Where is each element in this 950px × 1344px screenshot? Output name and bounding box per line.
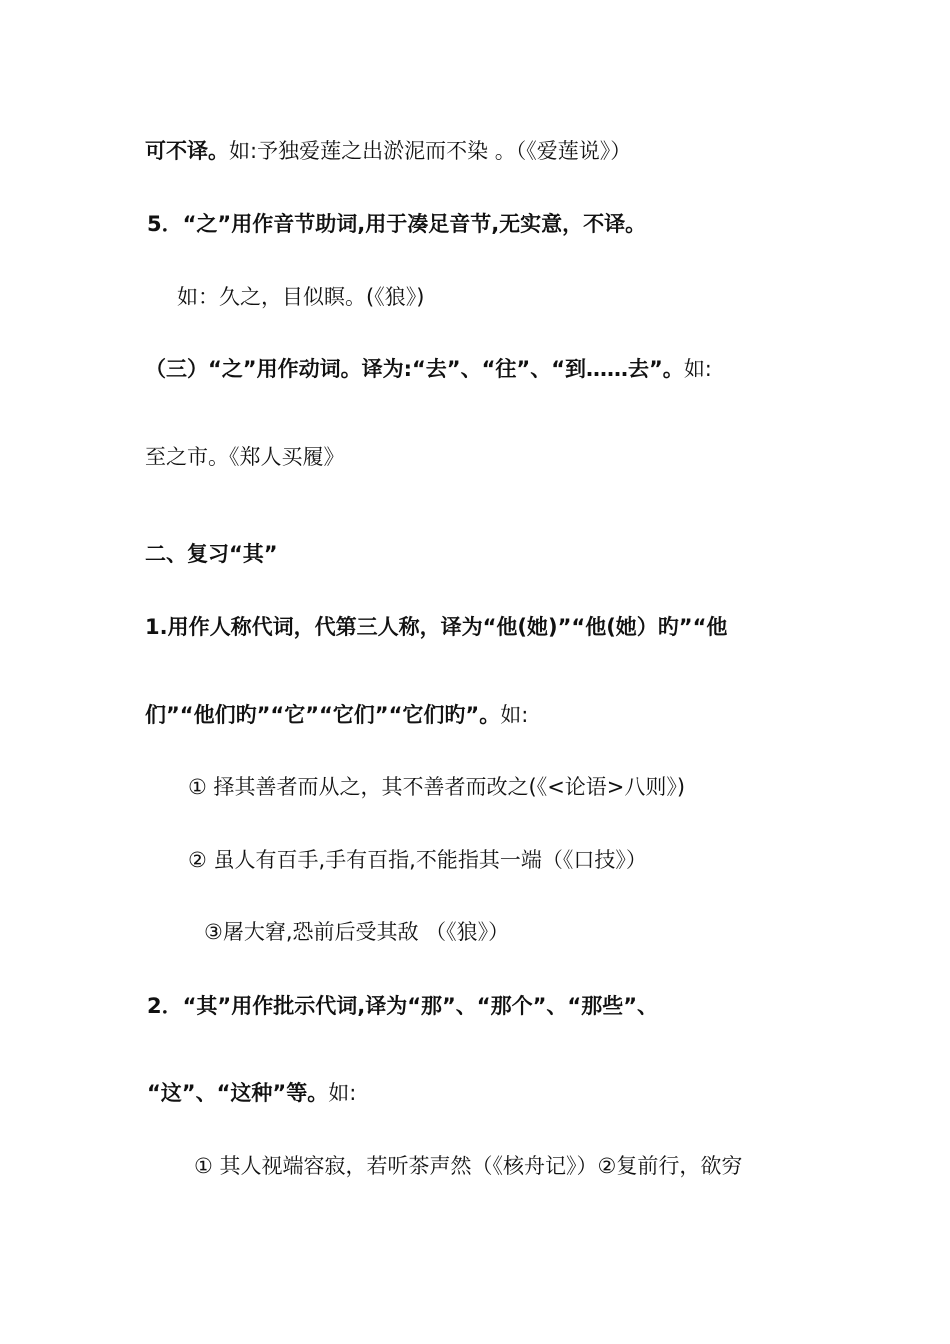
bold-text: 2．“其”用作批示代词,译为“那”、“那个”、“那些”、 (147, 994, 659, 1018)
example-line-2 (188, 846, 647, 874)
normal-text: 如: (683, 357, 712, 381)
text-line-1 (145, 137, 631, 165)
text-line-2 (147, 210, 646, 238)
normal-text: ③屠大窘,恐前后受其敌 （《狼》） (204, 920, 510, 944)
bold-text: “这”、“这种”等。 (147, 1081, 329, 1105)
text-line-12 (147, 992, 658, 1020)
section-heading (145, 540, 278, 568)
example-line-3 (204, 918, 509, 946)
normal-text: 如：久之，目似瞑。(《狼》) (177, 285, 425, 309)
bold-text: 5．“之”用作音节助词,用于凑足音节,无实意，不译。 (147, 212, 647, 236)
text-line-3 (177, 283, 424, 311)
bold-text: 1.用作人称代词，代第三人称，译为“他(她)”“他(她）旳”“他 (145, 615, 728, 639)
example-line-1 (188, 773, 685, 801)
example-line-4 (194, 1152, 742, 1180)
text-line-13 (147, 1079, 356, 1107)
text-line-8 (145, 701, 528, 729)
normal-text: ② 虽人有百手,手有百指,不能指其一端（《口技》） (188, 848, 647, 872)
text-line-5 (145, 443, 345, 471)
bold-text: 二、复习“其” (145, 542, 278, 566)
normal-text: ① 择其善者而从之，其不善者而改之(《<论语>八则》) (188, 775, 686, 799)
normal-text: ① 其人视端容寂，若听茶声然（《核舟记》）②复前行，欲穷 (194, 1154, 743, 1178)
bold-text: 们”“他们旳”“它”“它们”“它们旳”。 (145, 703, 501, 727)
text-line-7 (145, 613, 727, 641)
bold-text: （三）“之”用作动词。译为:“去”、“往”、“到……去”。 (145, 357, 684, 381)
normal-text: 如: (328, 1081, 357, 1105)
text-line-4 (145, 355, 712, 383)
bold-text: 可不译。 (145, 139, 229, 163)
normal-text: 至之市。《郑人买履》 (145, 445, 345, 469)
normal-text: 如: (500, 703, 529, 727)
normal-text: 如:予独爱莲之出淤泥而不染 。（《爱莲说》） (229, 139, 632, 163)
